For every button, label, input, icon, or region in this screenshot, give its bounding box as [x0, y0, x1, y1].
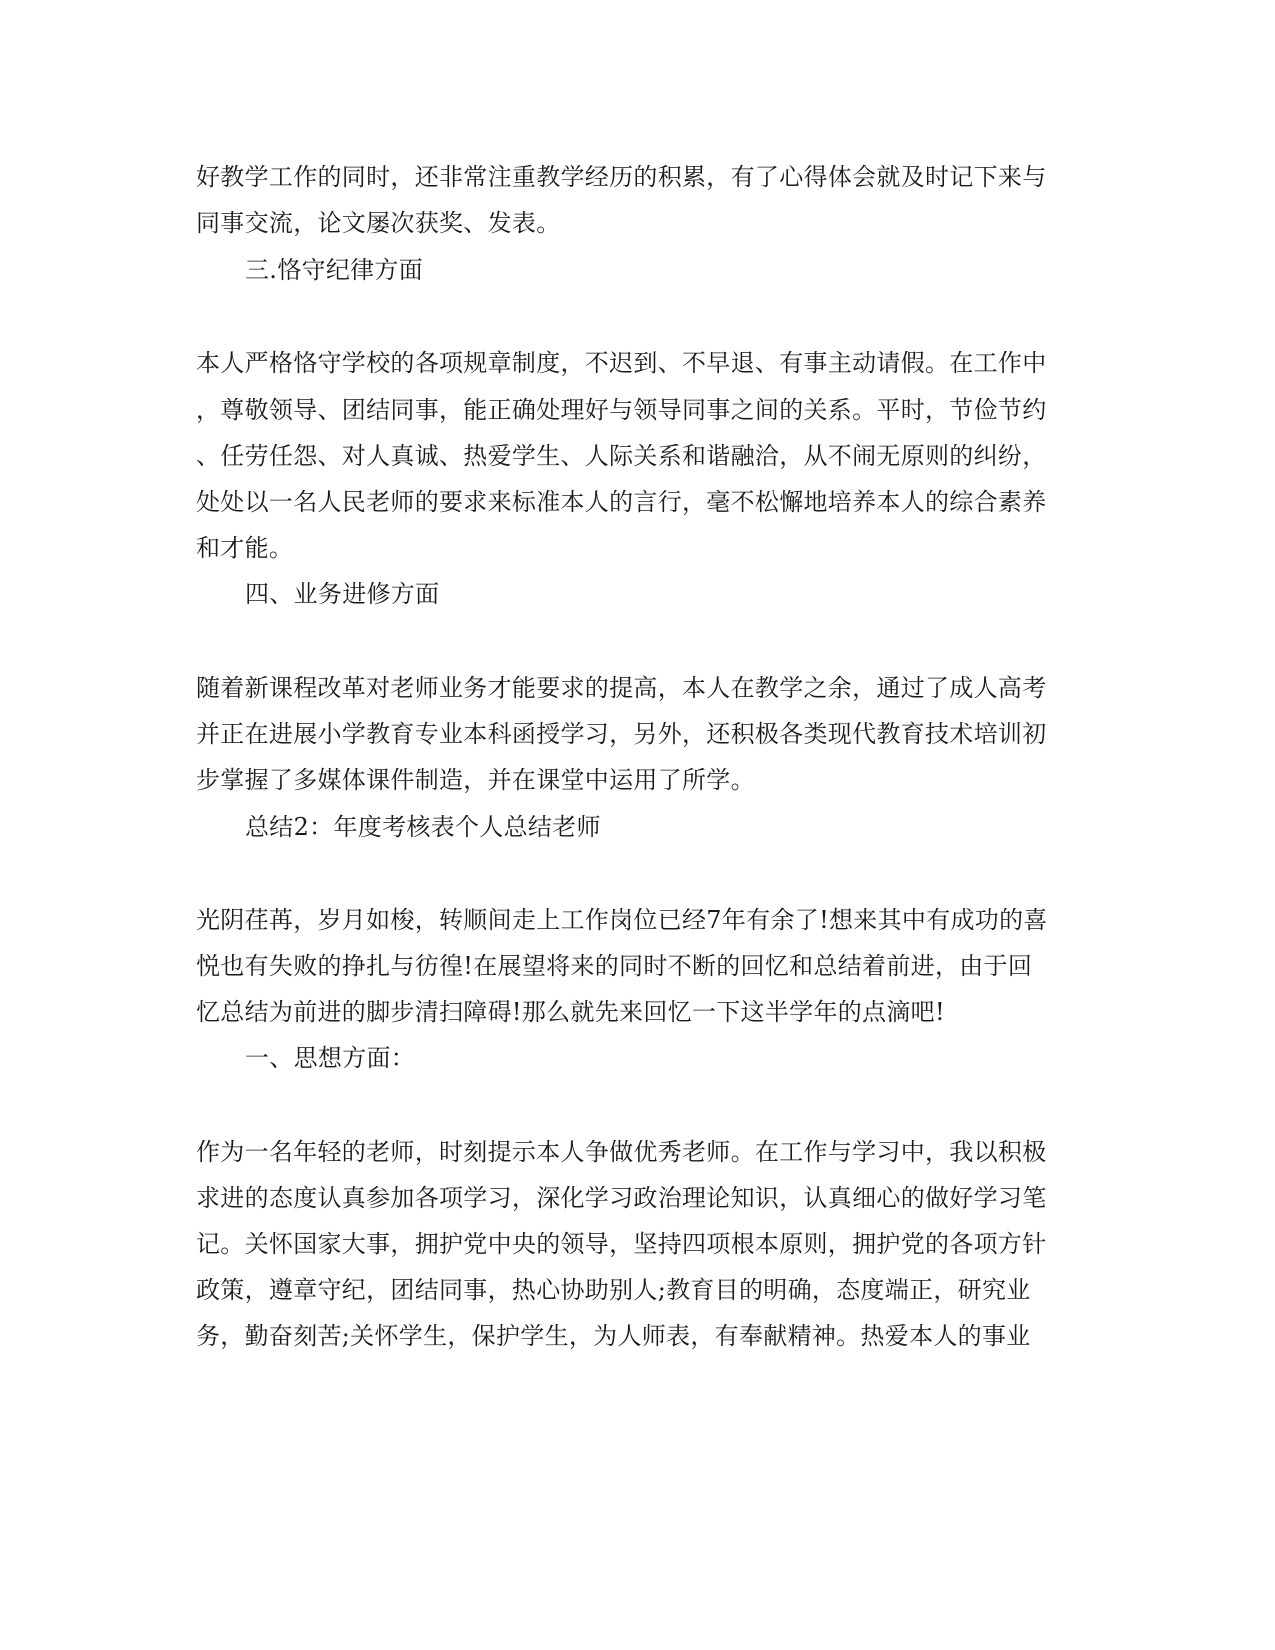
paragraph-line: 同事交流，论文屡次获奖、发表。 — [196, 209, 561, 237]
paragraph-line: 悦也有失败的挣扎与彷徨!在展望将来的同时不断的回忆和总结着前进，由于回 — [196, 952, 1033, 980]
paragraph-line: ，尊敬领导、团结同事，能正确处理好与领导同事之间的关系。平时，节俭节约 — [196, 396, 1047, 424]
paragraph-line: 步掌握了多媒体课件制造，并在课堂中运用了所学。 — [196, 766, 755, 794]
section-heading: 三.恪守纪律方面 — [245, 256, 424, 284]
paragraph-line: 光阴荏苒，岁月如梭，转顺间走上工作岗位已经7年有余了!想来其中有成功的喜 — [196, 906, 1048, 934]
section-heading: 总结2：年度考核表个人总结老师 — [245, 813, 601, 841]
section-heading: 四、业务进修方面 — [245, 580, 440, 608]
paragraph-line: 、任劳任怨、对人真诚、热爱学生、人际关系和谐融洽，从不闹无原则的纠纷， — [196, 442, 1047, 470]
paragraph-line: 处处以一名人民老师的要求来标准本人的言行，毫不松懈地培养本人的综合素养 — [196, 488, 1047, 516]
paragraph-line: 记。关怀国家大事，拥护党中央的领导，坚持四项根本原则，拥护党的各项方针 — [196, 1230, 1047, 1258]
paragraph-line: 和才能。 — [196, 534, 294, 562]
paragraph-line: 求进的态度认真参加各项学习，深化学习政治理论知识，认真细心的做好学习笔 — [196, 1184, 1047, 1212]
paragraph-line: 作为一名年轻的老师，时刻提示本人争做优秀老师。在工作与学习中，我以积极 — [196, 1138, 1047, 1166]
paragraph-line: 忆总结为前进的脚步清扫障碍!那么就先来回忆一下这半学年的点滴吧! — [196, 998, 945, 1026]
paragraph-line: 并正在进展小学教育专业本科函授学习，另外，还积极各类现代教育技术培训初 — [196, 720, 1047, 748]
paragraph-line: 政策，遵章守纪，团结同事，热心协助别人;教育目的明确，态度端正，研究业 — [196, 1276, 1031, 1304]
section-heading: 一、思想方面： — [245, 1044, 416, 1072]
paragraph-line: 务，勤奋刻苦;关怀学生，保护学生，为人师表，有奉献精神。热爱本人的事业 — [196, 1322, 1031, 1350]
paragraph-line: 随着新课程改革对老师业务才能要求的提高，本人在教学之余，通过了成人高考 — [196, 674, 1047, 702]
paragraph-line: 本人严格恪守学校的各项规章制度，不迟到、不早退、有事主动请假。在工作中 — [196, 349, 1047, 377]
paragraph-line: 好教学工作的同时，还非常注重教学经历的积累，有了心得体会就及时记下来与 — [196, 163, 1047, 191]
